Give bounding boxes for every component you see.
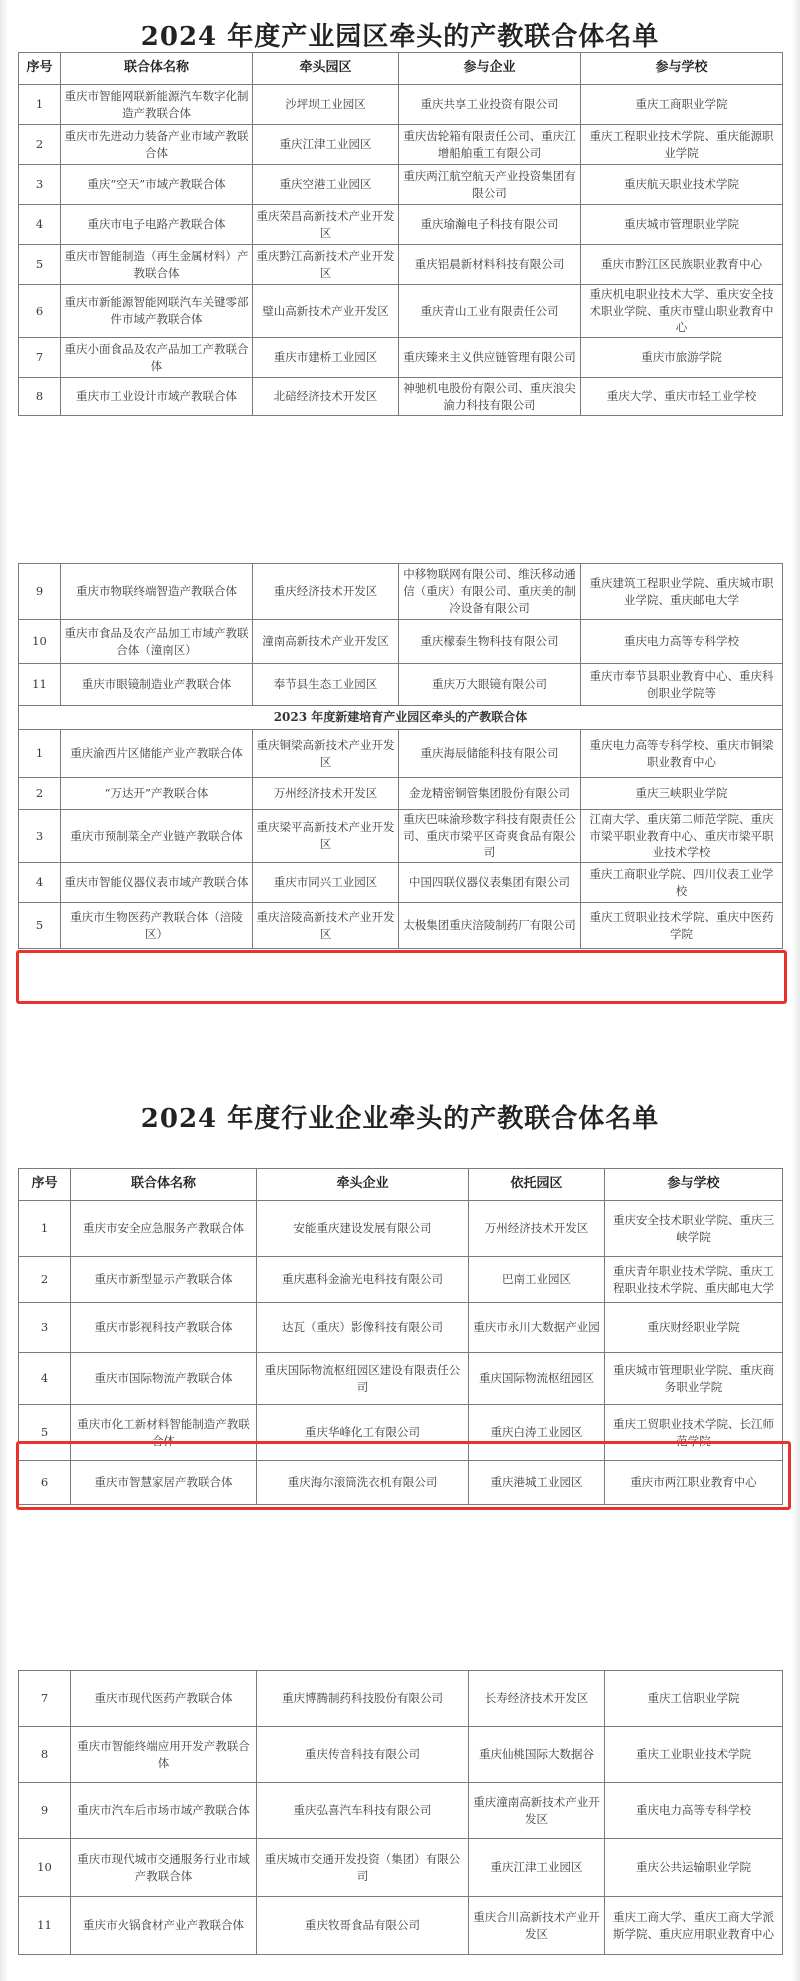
- cell-name: 重庆市新能源智能网联汽车关键零部件市域产教联合体: [61, 285, 253, 338]
- cell-no: 2: [19, 1257, 71, 1303]
- cell-lead: 重庆博腾制药科技股份有限公司: [257, 1671, 469, 1727]
- cell-schools: 重庆工业职业技术学院: [605, 1727, 783, 1783]
- cell-no: 11: [19, 664, 61, 706]
- cell-schools: 重庆工商职业学院、四川仪表工业学校: [581, 863, 783, 903]
- cell-schools: 重庆安全技术职业学院、重庆三峡学院: [605, 1201, 783, 1257]
- cell-lead: 重庆梁平高新技术产业开发区: [253, 810, 399, 863]
- table-row: [19, 205, 783, 245]
- cell-no: 5: [19, 1405, 71, 1461]
- cell-schools: 重庆电力高等专科学校: [581, 620, 783, 664]
- cell-schools: 重庆财经职业学院: [605, 1303, 783, 1353]
- cell-name: 重庆市工业设计市域产教联合体: [61, 378, 253, 416]
- table-row: [19, 338, 783, 378]
- cell-park: 重庆白涛工业园区: [469, 1405, 605, 1461]
- cell-name: 重庆市影视科技产教联合体: [71, 1303, 257, 1353]
- cell-park: 重庆潼南高新技术产业开发区: [469, 1783, 605, 1839]
- cell-schools: 重庆电力高等专科学校、重庆市铜梁职业教育中心: [581, 730, 783, 778]
- cell-name: “万达开”产教联合体: [61, 778, 253, 810]
- cell-lead: 重庆惠科金渝光电科技有限公司: [257, 1257, 469, 1303]
- cell-lead: 重庆市同兴工业园区: [253, 863, 399, 903]
- section1-title: 2024 年度产业园区牵头的产教联合体名单: [140, 22, 660, 52]
- cell-companies: 中国四联仪器仪表集团有限公司: [399, 863, 581, 903]
- cell-no: 4: [19, 863, 61, 903]
- cell-lead: 奉节县生态工业园区: [253, 664, 399, 706]
- table-row: [19, 1353, 783, 1405]
- cell-name: 重庆市智能仪器仪表市域产教联合体: [61, 863, 253, 903]
- cell-schools: 重庆工商职业学院: [581, 85, 783, 125]
- cell-companies: 重庆臻来主义供应链管理有限公司: [399, 338, 581, 378]
- cell-schools: 重庆城市管理职业学院: [581, 205, 783, 245]
- cell-schools: 重庆工商大学、重庆工商大学派斯学院、重庆应用职业教育中心: [605, 1897, 783, 1955]
- table-row: [19, 245, 783, 285]
- cell-name: 重庆市现代医药产教联合体: [71, 1671, 257, 1727]
- cell-lead: 潼南高新技术产业开发区: [253, 620, 399, 664]
- cell-schools: 重庆青年职业技术学院、重庆工程职业技术学院、重庆邮电大学: [605, 1257, 783, 1303]
- cell-companies: 神驰机电股份有限公司、重庆浪尖渝力科技有限公司: [399, 378, 581, 416]
- page-edge-shadow-left: [0, 0, 8, 1981]
- cell-companies: 重庆万大眼镜有限公司: [399, 664, 581, 706]
- cell-schools: 重庆工贸职业技术学院、长江师范学院: [605, 1405, 783, 1461]
- table-row: [19, 85, 783, 125]
- cell-companies: 金龙精密铜管集团股份有限公司: [399, 778, 581, 810]
- cell-schools: 重庆市黔江区民族职业教育中心: [581, 245, 783, 285]
- cell-companies: 太极集团重庆涪陵制药厂有限公司: [399, 903, 581, 949]
- cell-no: 5: [19, 245, 61, 285]
- cell-no: 8: [19, 378, 61, 416]
- cell-companies: 重庆铝晨新材料科技有限公司: [399, 245, 581, 285]
- cell-lead: 北碚经济技术开发区: [253, 378, 399, 416]
- cell-name: 重庆市眼镜制造业产教联合体: [61, 664, 253, 706]
- cell-companies: 中移物联网有限公司、维沃移动通信（重庆）有限公司、重庆美的制冷设备有限公司: [399, 564, 581, 620]
- table-row: [19, 810, 783, 863]
- cell-no: 1: [19, 1201, 71, 1257]
- cell-no: 10: [19, 620, 61, 664]
- cell-schools: 重庆市奉节县职业教育中心、重庆科创职业学院等: [581, 664, 783, 706]
- table-row: [19, 1783, 783, 1839]
- cell-lead: 重庆铜梁高新技术产业开发区: [253, 730, 399, 778]
- subsection-header-row: [19, 706, 783, 730]
- table-row: [19, 165, 783, 205]
- cell-name: 重庆“空天”市域产教联合体: [61, 165, 253, 205]
- cell-no: 6: [19, 285, 61, 338]
- park-led-table-continued: [18, 563, 783, 949]
- cell-no: 1: [19, 730, 61, 778]
- cell-no: 7: [19, 338, 61, 378]
- cell-name: 重庆市化工新材料智能制造产教联合体: [71, 1405, 257, 1461]
- cell-companies: 重庆齿轮箱有限责任公司、重庆江增船舶重工有限公司: [399, 125, 581, 165]
- cell-companies: 重庆海辰储能科技有限公司: [399, 730, 581, 778]
- cell-schools: 重庆机电职业技术大学、重庆安全技术职业学院、重庆市璧山职业教育中心: [581, 285, 783, 338]
- cell-schools: 重庆公共运输职业学院: [605, 1839, 783, 1897]
- cell-no: 9: [19, 1783, 71, 1839]
- cell-lead: 重庆华峰化工有限公司: [257, 1405, 469, 1461]
- table-row: [19, 1257, 783, 1303]
- cell-no: 2: [19, 125, 61, 165]
- table-row: [19, 1405, 783, 1461]
- cell-lead: 重庆空港工业园区: [253, 165, 399, 205]
- cell-name: 重庆市预制菜全产业链产教联合体: [61, 810, 253, 863]
- cell-no: 6: [19, 1461, 71, 1505]
- cell-lead: 万州经济技术开发区: [253, 778, 399, 810]
- cell-name: 重庆市智能制造（再生金属材料）产教联合体: [61, 245, 253, 285]
- table-row: [19, 285, 783, 338]
- cell-name: 重庆市智能终端应用开发产教联合体: [71, 1727, 257, 1783]
- table-row: [19, 1727, 783, 1783]
- cell-schools: 重庆工贸职业技术学院、重庆中医药学院: [581, 903, 783, 949]
- cell-name: 重庆市安全应急服务产教联合体: [71, 1201, 257, 1257]
- cell-park: 重庆市永川大数据产业园: [469, 1303, 605, 1353]
- cell-lead: 重庆牧哥食品有限公司: [257, 1897, 469, 1955]
- cell-schools: 重庆城市管理职业学院、重庆商务职业学院: [605, 1353, 783, 1405]
- cell-no: 5: [19, 903, 61, 949]
- cell-schools: 重庆电力高等专科学校: [605, 1783, 783, 1839]
- cell-schools: 重庆三峡职业学院: [581, 778, 783, 810]
- table-header-row: [19, 53, 783, 85]
- table-row: [19, 378, 783, 416]
- cell-lead: 重庆弘喜汽车科技有限公司: [257, 1783, 469, 1839]
- cell-park: 重庆港城工业园区: [469, 1461, 605, 1505]
- column-header-park: 依托园区: [469, 1169, 605, 1201]
- column-header-name: 联合体名称: [71, 1169, 257, 1201]
- table-row: [19, 564, 783, 620]
- cell-name: 重庆市食品及农产品加工市域产教联合体（潼南区）: [61, 620, 253, 664]
- cell-name: 重庆市智慧家居产教联合体: [71, 1461, 257, 1505]
- cell-name: 重庆市新型显示产教联合体: [71, 1257, 257, 1303]
- highlight-box-biomedicine: [16, 950, 787, 1004]
- cell-lead: 璧山高新技术产业开发区: [253, 285, 399, 338]
- cell-schools: 重庆工信职业学院: [605, 1671, 783, 1727]
- cell-companies: 重庆两江航空航天产业投资集团有限公司: [399, 165, 581, 205]
- cell-no: 9: [19, 564, 61, 620]
- cell-no: 11: [19, 1897, 71, 1955]
- column-header-lead: 牵头企业: [257, 1169, 469, 1201]
- cell-no: 8: [19, 1727, 71, 1783]
- table-row: [19, 1303, 783, 1353]
- column-header-no: 序号: [19, 53, 61, 85]
- cell-schools: 重庆市两江职业教育中心: [605, 1461, 783, 1505]
- table-row: [19, 125, 783, 165]
- cell-no: 2: [19, 778, 61, 810]
- table-header-row: [19, 1169, 783, 1201]
- cell-companies: 重庆青山工业有限责任公司: [399, 285, 581, 338]
- cell-schools: 重庆大学、重庆市轻工业学校: [581, 378, 783, 416]
- cell-schools: 重庆航天职业技术学院: [581, 165, 783, 205]
- cell-lead: 重庆荣昌高新技术产业开发区: [253, 205, 399, 245]
- cell-no: 3: [19, 1303, 71, 1353]
- column-header-schools: 参与学校: [605, 1169, 783, 1201]
- cell-schools: 重庆建筑工程职业学院、重庆城市职业学院、重庆邮电大学: [581, 564, 783, 620]
- cell-park: 重庆合川高新技术产业开发区: [469, 1897, 605, 1955]
- cell-no: 10: [19, 1839, 71, 1897]
- cell-no: 4: [19, 205, 61, 245]
- subsection-title: 2023 年度新建培育产业园区牵头的产教联合体: [19, 706, 783, 730]
- cell-name: 重庆渝西片区储能产业产教联合体: [61, 730, 253, 778]
- cell-park: 长寿经济技术开发区: [469, 1671, 605, 1727]
- table-row: [19, 1461, 783, 1505]
- cell-lead: 重庆经济技术开发区: [253, 564, 399, 620]
- cell-schools: 江南大学、重庆第二师范学院、重庆市梁平职业教育中心、重庆市梁平职业技术学校: [581, 810, 783, 863]
- table-row: [19, 778, 783, 810]
- cell-park: 万州经济技术开发区: [469, 1201, 605, 1257]
- table-row: [19, 863, 783, 903]
- cell-schools: 重庆工程职业技术学院、重庆能源职业学院: [581, 125, 783, 165]
- cell-lead: 重庆国际物流枢纽园区建设有限责任公司: [257, 1353, 469, 1405]
- cell-name: 重庆市物联终端智造产教联合体: [61, 564, 253, 620]
- cell-no: 7: [19, 1671, 71, 1727]
- table-row: [19, 1671, 783, 1727]
- cell-lead: 重庆黔江高新技术产业开发区: [253, 245, 399, 285]
- cell-name: 重庆市现代城市交通服务行业市域产教联合体: [71, 1839, 257, 1897]
- cell-park: 重庆江津工业园区: [469, 1839, 605, 1897]
- section2-title: 2024 年度行业企业牵头的产教联合体名单: [140, 1104, 660, 1134]
- cell-name: 重庆市国际物流产教联合体: [71, 1353, 257, 1405]
- cell-companies: 重庆檬泰生物科技有限公司: [399, 620, 581, 664]
- cell-park: 重庆国际物流枢纽园区: [469, 1353, 605, 1405]
- cell-name: 重庆市火锅食材产业产教联合体: [71, 1897, 257, 1955]
- table-row: [19, 730, 783, 778]
- cell-lead: 重庆传音科技有限公司: [257, 1727, 469, 1783]
- cell-name: 重庆市汽车后市场市域产教联合体: [71, 1783, 257, 1839]
- cell-lead: 重庆城市交通开发投资（集团）有限公司: [257, 1839, 469, 1897]
- column-header-lead: 牵头园区: [253, 53, 399, 85]
- table-row: [19, 1201, 783, 1257]
- column-header-schools: 参与学校: [581, 53, 783, 85]
- cell-name: 重庆市电子电路产教联合体: [61, 205, 253, 245]
- table-row: [19, 903, 783, 949]
- cell-lead: 重庆海尔滚筒洗衣机有限公司: [257, 1461, 469, 1505]
- cell-name: 重庆市先进动力装备产业市域产教联合体: [61, 125, 253, 165]
- cell-lead: 重庆涪陵高新技术产业开发区: [253, 903, 399, 949]
- table-row: [19, 1839, 783, 1897]
- cell-lead: 安能重庆建设发展有限公司: [257, 1201, 469, 1257]
- cell-no: 1: [19, 85, 61, 125]
- column-header-name: 联合体名称: [61, 53, 253, 85]
- cell-lead: 重庆江津工业园区: [253, 125, 399, 165]
- table-row: [19, 664, 783, 706]
- cell-name: 重庆市生物医药产教联合体（涪陵区）: [61, 903, 253, 949]
- cell-name: 重庆小面食品及农产品加工产教联合体: [61, 338, 253, 378]
- enterprise-led-table: [18, 1168, 783, 1505]
- enterprise-led-table-continued: [18, 1670, 783, 1955]
- cell-lead: 沙坪坝工业园区: [253, 85, 399, 125]
- cell-no: 4: [19, 1353, 71, 1405]
- page-edge-shadow-right: [792, 0, 800, 1981]
- cell-no: 3: [19, 165, 61, 205]
- cell-companies: 重庆巴味渝珍数字科技有限责任公司、重庆市梁平区奇爽食品有限公司: [399, 810, 581, 863]
- cell-name: 重庆市智能网联新能源汽车数字化制造产教联合体: [61, 85, 253, 125]
- cell-companies: 重庆瑜瀚电子科技有限公司: [399, 205, 581, 245]
- column-header-companies: 参与企业: [399, 53, 581, 85]
- cell-schools: 重庆市旅游学院: [581, 338, 783, 378]
- cell-park: 重庆仙桃国际大数据谷: [469, 1727, 605, 1783]
- cell-park: 巴南工业园区: [469, 1257, 605, 1303]
- cell-companies: 重庆共享工业投资有限公司: [399, 85, 581, 125]
- cell-lead: 达瓦（重庆）影像科技有限公司: [257, 1303, 469, 1353]
- column-header-no: 序号: [19, 1169, 71, 1201]
- park-led-table: [18, 52, 783, 416]
- table-row: [19, 620, 783, 664]
- table-row: [19, 1897, 783, 1955]
- cell-lead: 重庆市建桥工业园区: [253, 338, 399, 378]
- cell-no: 3: [19, 810, 61, 863]
